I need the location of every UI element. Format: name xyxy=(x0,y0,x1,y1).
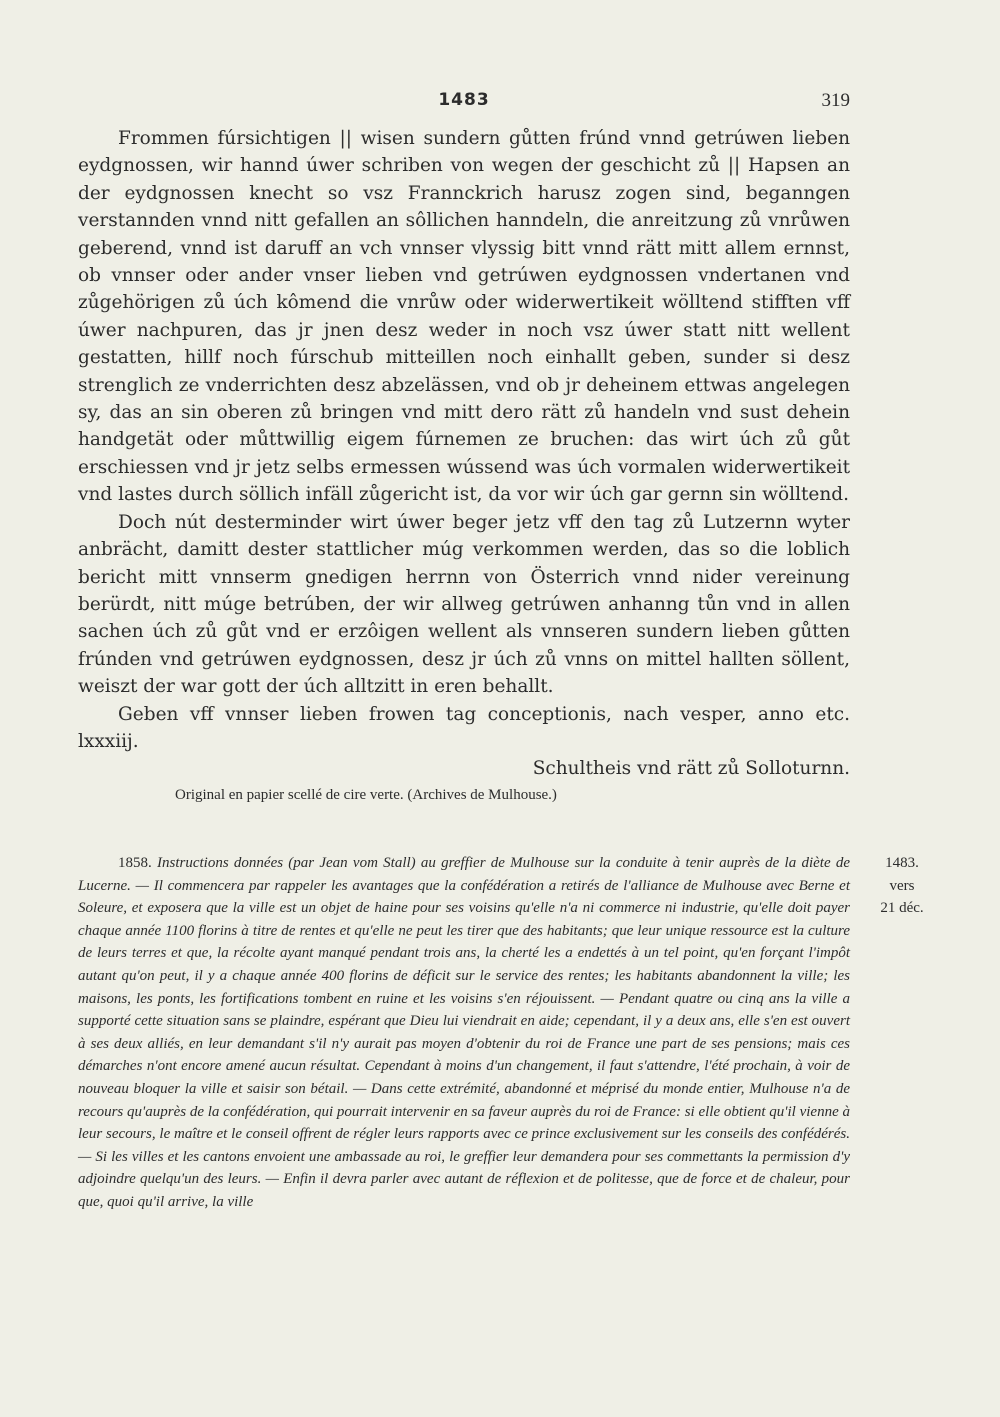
document-summary xyxy=(78,852,850,1214)
margin-date-year: 1483. xyxy=(885,855,919,871)
letter-signature: Schultheis vnd rätt zů Solloturnn. xyxy=(532,758,850,780)
summary-text: Instructions données (par Jean vom Stall) au greffier de Mulhouse sur la conduite à tenir auprès de la diète de Lucerne. — Il commencera par rappeler les avantages que la confédération a retirés de l'alliance de Mulhouse avec Berne et Soleure, et exposera que la ville est un objet de haine pour ses voisins qu'elle n'a ni commerce ni industrie, qu'elle doit payer chaque année 1100 florins à titre de rentes et qu'elle ne peut les tirer que des habitants; que leur unique ressource est la culture de leurs terres et que, la récolte ayant manqué pendant trois ans, la cherté les a endettés à un tel point, qu'en forçant l'impôt autant qu'on peut, il y a chaque année 400 florins de déficit sur le service des rentes; les habitants abandonnent la ville; les maisons, les ponts, les fortifications tombent en ruine et les voisins s'en réjouissent. — Pendant quatre ou cinq ans la ville a supporté cette situation sans se plaindre, espérant que Dieu lui viendrait en aide; cependant, il y a deux ans, elle s'en est ouvert à ses deux alliés, en leur demandant s'il n'y aurait pas moyen d'obtenir du roi de France une part de ses pensions; mais ces démarches n'ont encore amené aucun résultat. Cependant à moins d'un changement, il faut s'attendre, l'été prochain, à voir de nouveau bloquer la ville et saisir son bétail. — Dans cette extrémité, abandonné et méprisé du monde entier, Mulhouse n'a de recours qu'auprès de la confédération, qui pourrait intervenir en sa faveur auprès du roi de France: si elle obtient qu'il vienne à leur secours, le maître et le conseil offrent de régler leurs rapports avec ce prince exclusivement sur les conseils des confédérés. — Si les villes et les cantons envoient une ambassade au roi, le greffier leur demandera pour ses commettants la permission d'y adjoindre quelqu'un des leurs. — Enfin il devra parler avec autant de réflexion et de politesse, que de force et de chaleur, pour que, quoi qu'il arrive, la ville xyxy=(78,855,851,1210)
running-head-year: 1483 xyxy=(438,90,490,110)
summary-paragraph xyxy=(78,852,850,1214)
margin-date-qualifier: vers xyxy=(889,877,915,894)
letter-paragraph-2: Doch nút desterminder wirt úwer beger jetz vff den tag zů Lutzernn wyter anbrächt, damitt dester stattlicher múg verkommen werden, das so die loblich bericht mitt vnnserm gnedigen herrnn von Österrich vnnd nider vereinung berürdt, nitt múge betrúben, der wir allweg getrúwen anhanng tůn vnd in allen sachen úch zů gůt vnd er erzôigen wellent als vnnseren sundern lieben gůtten frúnden vnd getrúwen eydgnossen, desz jr úch zů vnns on mittel hallten söllent, weiszt der war gott der úch alltzitt in eren behallt. xyxy=(78,511,850,698)
archival-note: Original en papier scellé de cire verte. (Archives de Mulhouse.) xyxy=(175,787,557,803)
margin-date-day: 21 déc. xyxy=(880,900,924,917)
letter-body xyxy=(78,125,850,783)
letter-closing: Geben vff vnnser lieben frowen tag conceptionis, nach vesper, anno etc. lxxxiij. xyxy=(78,703,850,752)
page-number: 319 xyxy=(821,90,850,111)
margin-date xyxy=(862,852,942,920)
page-header xyxy=(78,90,850,116)
document-number: 1858. xyxy=(118,855,152,871)
letter-paragraph-1: Frommen fúrsichtigen || wisen sundern gůtten frúnd vnnd getrúwen lieben eydgnossen, wir hannd úwer schriben von wegen der geschicht zů || Hapsen an der eydgnossen knecht so vsz Frannckrich harusz zogen sind, beganngen verstannden vnnd nitt gefallen an sôllichen hanndeln, die anreitzung zů vnrůwen geberend, vnnd ist daruff an vch vnnser vlyssig bitt vnnd rätt mitt allem ernnst, ob vnnser oder ander vnser lieben vnd getrúwen eydgnossen vndertanen vnd zůgehörigen zů úch kômend die vnrůw oder widerwertikeit wölltend stifften vff úwer nachpuren, das jr jnen desz weder in noch vsz úwer statt nitt wellent gestatten, hillf noch fúrschub mitteillen noch einhallt geben, sunder si desz strenglich ze vnderrichten desz abzelässen, vnd ob jr deheinem ettwas angelegen sy, das an sin oberen zů bringen vnd mitt dero rätt zů handeln vnd sust dehein handgetät oder můttwillig eigem fúrnemen ze bruchen: das wirt úch zů gůt erschiessen vnd jr jetz selbs ermessen wússend was úch vormalen widerwertikeit vnd lastes durch söllich infäll zůgericht ist, da vor wir úch gar gernn sin wölltend. xyxy=(78,128,850,506)
